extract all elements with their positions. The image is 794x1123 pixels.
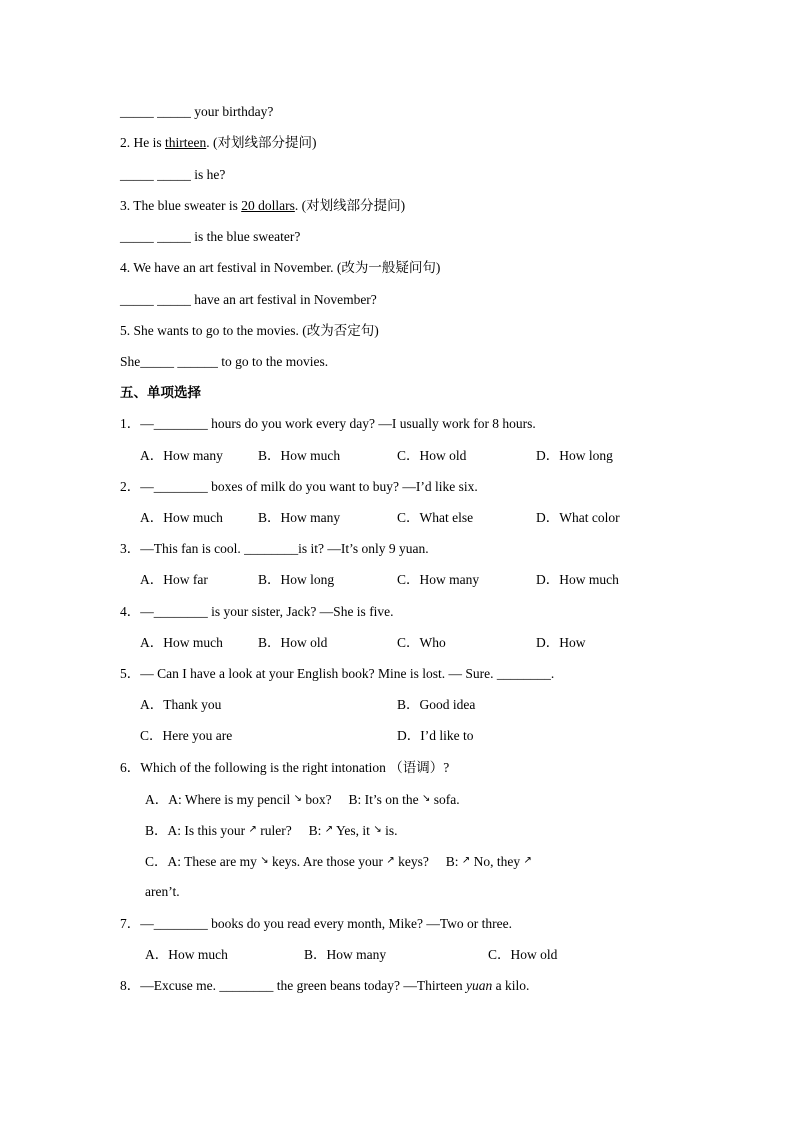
q6a-part1: A．A: Where is my pencil — [145, 792, 294, 807]
mc-q5-option-d[interactable]: D．I’d like to — [397, 728, 474, 743]
mc-q6-stem: 6．Which of the following is the right intonation （语调）? — [120, 760, 450, 775]
q2-suffix: . (对划线部分提问) — [206, 135, 317, 150]
q3-suffix: . (对划线部分提问) — [294, 198, 406, 213]
mc-q4-option-a[interactable]: A．How much — [140, 635, 223, 650]
mc-q5-option-b[interactable]: B．Good idea — [397, 697, 476, 712]
rising-arrow-icon: ↗ — [324, 824, 334, 835]
q6b-part1: B．A: Is this your — [145, 823, 249, 838]
rising-arrow-icon: ↗ — [386, 855, 395, 866]
mc-q7-option-a[interactable]: A．How much — [145, 947, 228, 962]
mc-q6-option-b[interactable] — [145, 821, 397, 840]
mc-q6-option-c[interactable] — [145, 852, 532, 871]
mc-q1-option-d[interactable]: D．How long — [536, 448, 613, 463]
falling-arrow-icon: ↘ — [293, 793, 302, 804]
mc-q3-option-a[interactable]: A．How far — [140, 572, 208, 587]
q6b-part3: Yes, it — [333, 823, 374, 838]
q8-italic-word: yuan — [466, 978, 493, 993]
q2-answer-line: _____ _____ is he? — [120, 167, 226, 182]
falling-arrow-icon: ↘ — [260, 855, 269, 866]
mc-q2-option-d[interactable]: D．What color — [536, 510, 620, 525]
q2-prompt — [120, 134, 316, 152]
q6c-part3: keys? B: — [394, 854, 462, 869]
q3-prefix: 3. The blue sweater is — [120, 198, 242, 213]
mc-q3-option-b[interactable]: B．How long — [258, 572, 335, 587]
q1-answer-line: _____ _____ your birthday? — [120, 104, 274, 119]
q6a-part3: sofa. — [430, 792, 460, 807]
q6c-part4: No, they — [470, 854, 524, 869]
mc-q7-option-c[interactable]: C．How old — [488, 947, 558, 962]
q4-prompt: 4. We have an art festival in November. (改为一般疑问句) — [120, 260, 441, 275]
mc-q6-option-a[interactable] — [145, 790, 460, 809]
rising-arrow-icon: ↗ — [523, 855, 532, 866]
mc-q1-option-c[interactable]: C．How old — [397, 448, 467, 463]
mc-q4-option-d[interactable]: D．How — [536, 635, 586, 650]
q3-underlined: 20 dollars — [241, 198, 295, 213]
q8-tail: a kilo. — [492, 978, 530, 993]
falling-arrow-icon: ↘ — [421, 793, 431, 804]
rising-arrow-icon: ↗ — [248, 824, 257, 835]
q3-answer-line: _____ _____ is the blue sweater? — [120, 229, 301, 244]
q5-prompt: 5. She wants to go to the movies. (改为否定句) — [120, 323, 379, 338]
mc-q6-option-c-continued: aren’t. — [145, 884, 180, 899]
mc-q5-option-a[interactable]: A．Thank you — [140, 697, 222, 712]
mc-q4-option-b[interactable]: B．How old — [258, 635, 328, 650]
mc-q5-stem: 5．— Can I have a look at your English book? Mine is lost. — Sure. ________. — [120, 666, 555, 681]
mc-q1-option-a[interactable]: A．How many — [140, 448, 223, 463]
q4-answer-line: _____ _____ have an art festival in November? — [120, 292, 377, 307]
mc-q4-stem: 4．—________ is your sister, Jack? —She is five. — [120, 604, 394, 619]
q6a-part2: box? B: It’s on the — [301, 792, 422, 807]
q6b-part2: ruler? B: — [256, 823, 325, 838]
rising-arrow-icon: ↗ — [461, 855, 471, 866]
mc-q1-option-b[interactable]: B．How much — [258, 448, 341, 463]
mc-q1-stem: 1．—________ hours do you work every day? —I usually work for 8 hours. — [120, 416, 536, 431]
q2-underlined: thirteen — [165, 135, 207, 150]
mc-q2-option-a[interactable]: A．How much — [140, 510, 223, 525]
mc-q2-stem: 2．—________ boxes of milk do you want to buy? —I’d like six. — [120, 479, 478, 494]
q2-prefix: 2. He is — [120, 135, 165, 150]
mc-q8-stem — [120, 977, 529, 995]
q3-prompt — [120, 197, 405, 215]
mc-q7-option-b[interactable]: B．How many — [304, 947, 387, 962]
mc-q3-option-c[interactable]: C．How many — [397, 572, 480, 587]
mc-q3-option-d[interactable]: D．How much — [536, 572, 619, 587]
q5-answer-line: She_____ ______ to go to the movies. — [120, 354, 329, 369]
mc-q2-option-b[interactable]: B．How many — [258, 510, 341, 525]
mc-q4-option-c[interactable]: C．Who — [397, 635, 446, 650]
q6b-part4: is. — [381, 823, 398, 838]
q6c-part2: keys. Are those your — [268, 854, 387, 869]
section-five-heading: 五、单项选择 — [120, 385, 201, 401]
q6c-part1: C．A: These are my — [145, 854, 261, 869]
q8-stem-text: 8．—Excuse me. ________ the green beans today? —Thirteen — [120, 978, 467, 993]
mc-q3-stem: 3．—This fan is cool. ________is it? —It’s only 9 yuan. — [120, 541, 429, 556]
mc-q5-option-c[interactable]: C．Here you are — [140, 728, 233, 743]
mc-q7-stem: 7．—________ books do you read every month, Mike? —Two or three. — [120, 916, 512, 931]
falling-arrow-icon: ↘ — [373, 824, 382, 835]
mc-q2-option-c[interactable]: C．What else — [397, 510, 474, 525]
